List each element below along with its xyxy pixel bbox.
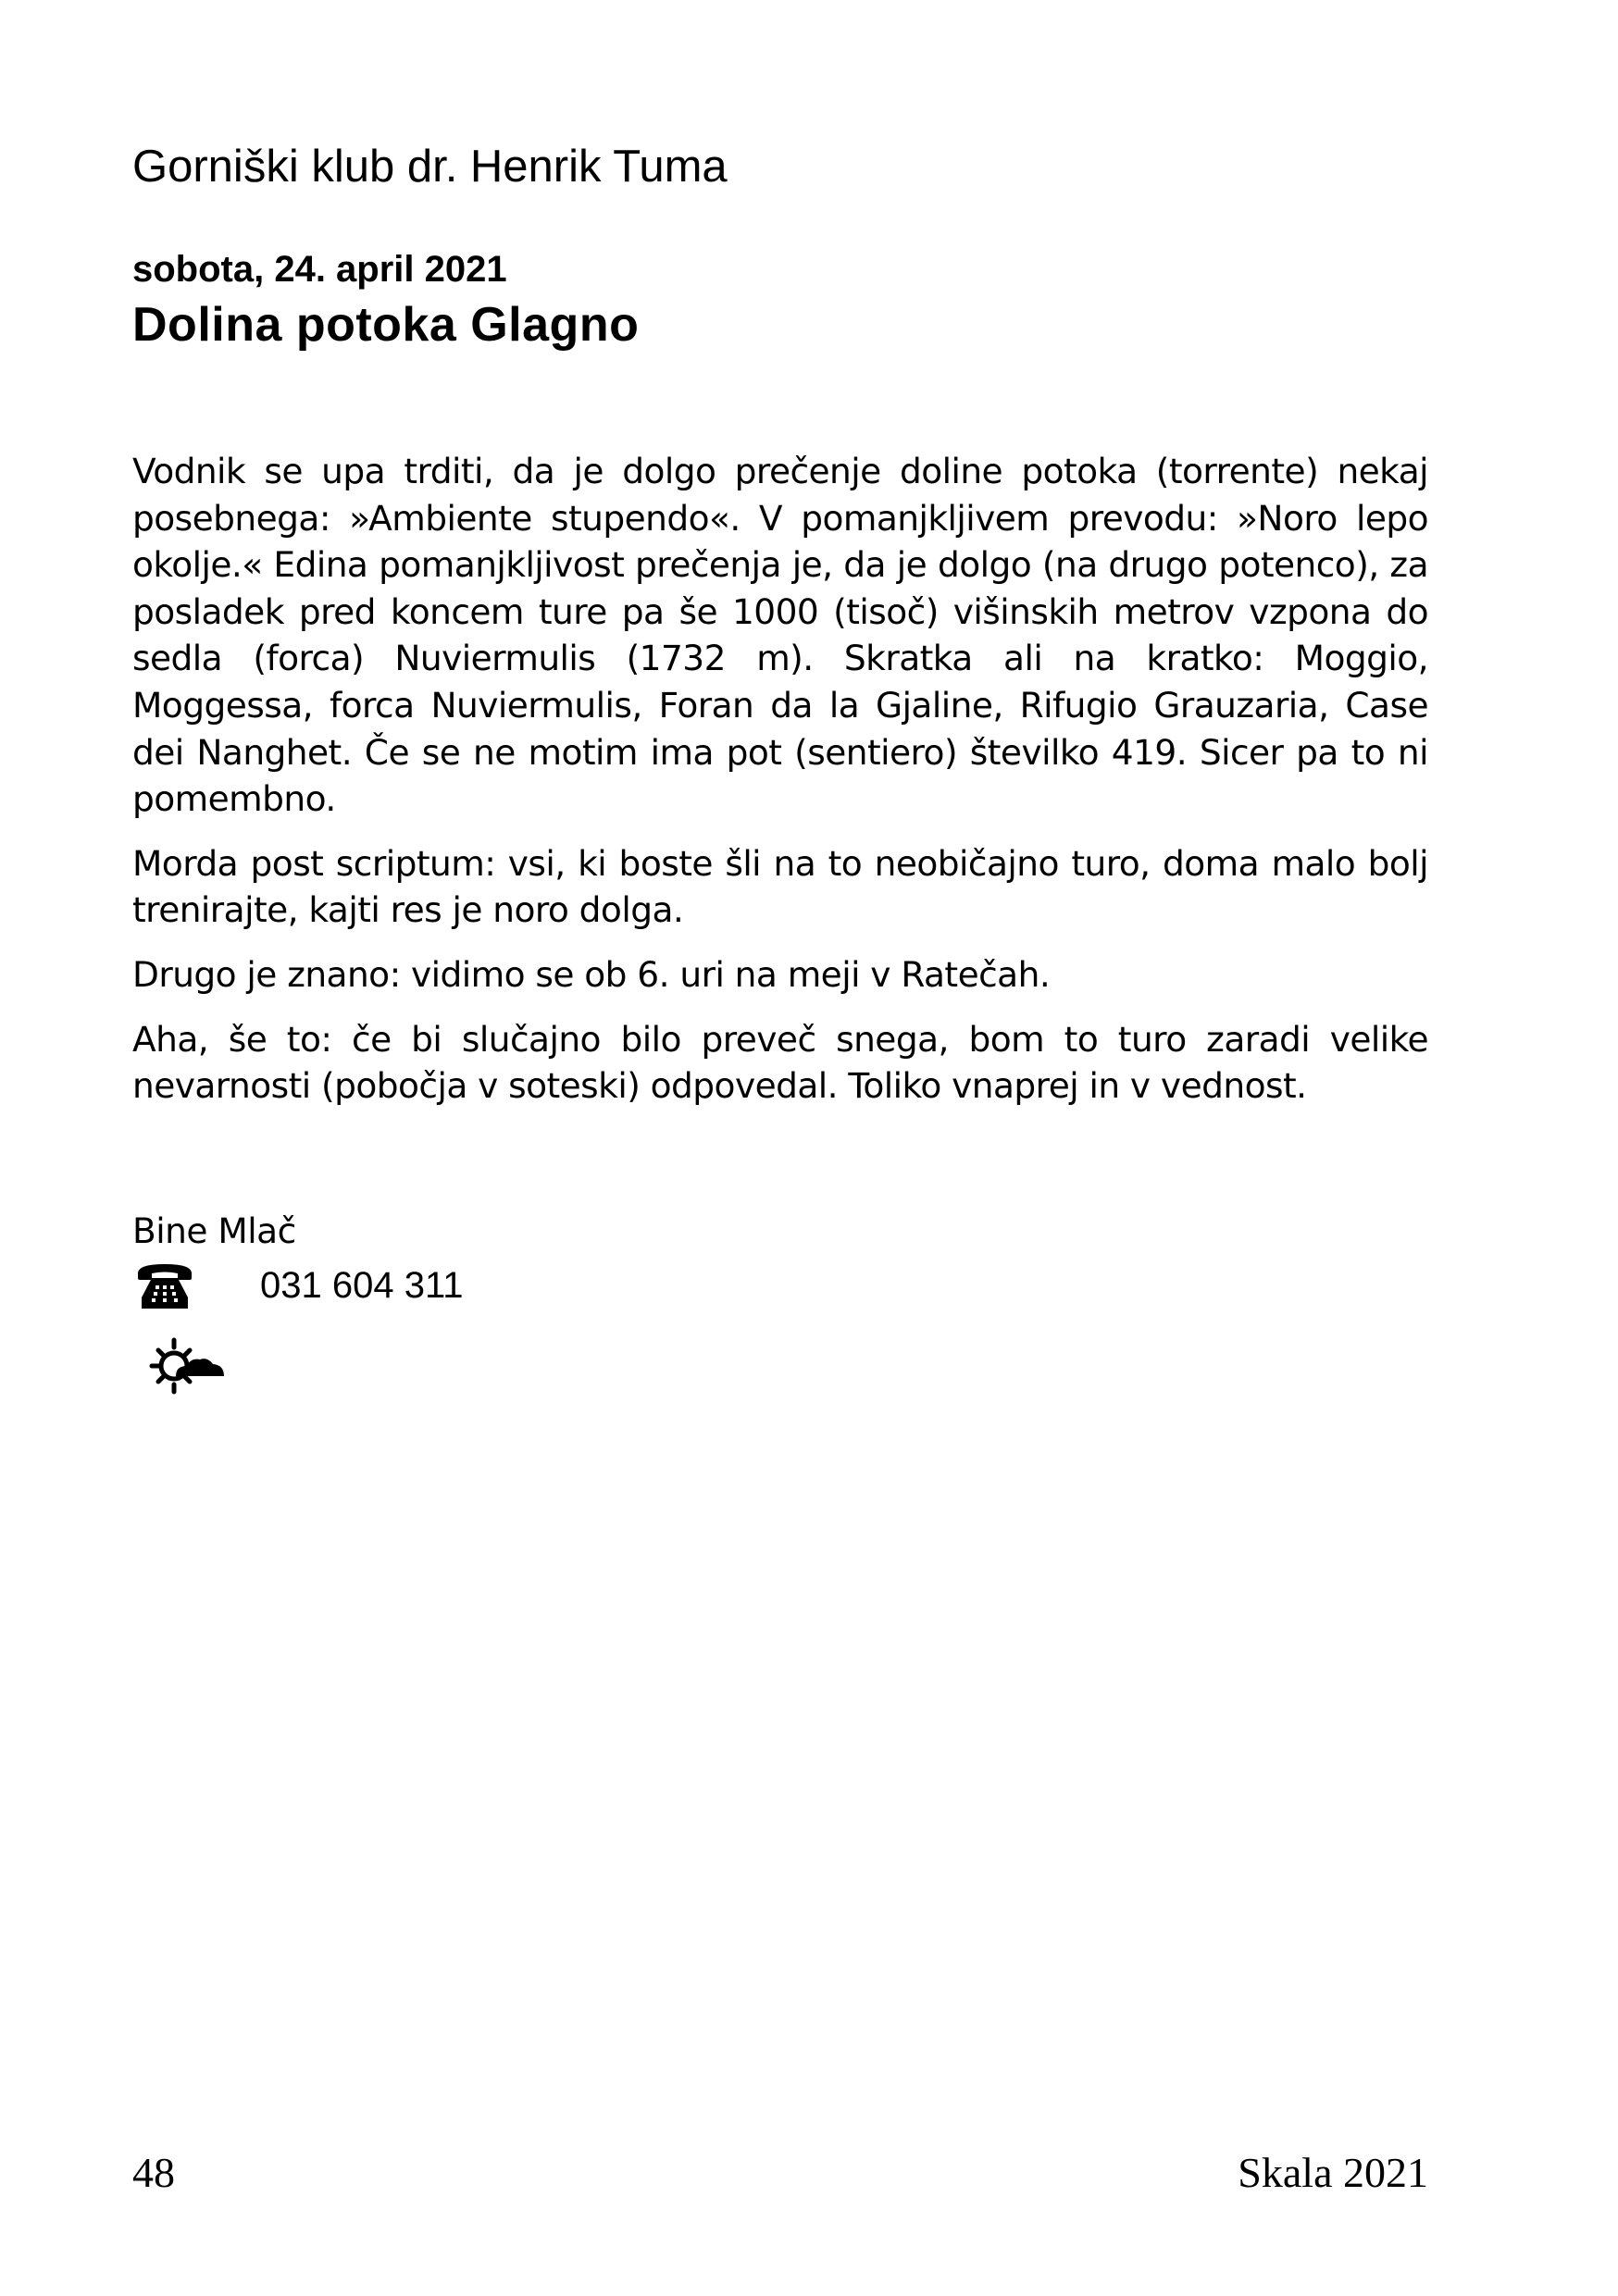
publication-title: Skala 2021	[1238, 2149, 1428, 2196]
description-paragraph: Drugo je znano: vidimo se ob 6. uri na meji v Ratečah.	[132, 953, 1051, 995]
guide-name: Bine Mlač	[132, 1210, 296, 1251]
event-date: sobota, 24. april 2021	[132, 249, 507, 290]
description-paragraph: Aha, še to: če bi slučajno bilo preveč snega, bom to turo zaradi velike nevarnosti (pobočja v soteski) odpovedal. Toliko vnaprej in v vednost.	[132, 1018, 1428, 1107]
description-paragraph: Vodnik se upa trditi, da je dolgo prečenje doline potoka (torrente) nekaj posebnega: »Ambiente stupendo«. V pomanjkljivem prevodu: »Noro lepo okolje.« Edina pomanjkljivost prečenja je, da je dolgo (na drugo potenco), za posladek pred koncem ture pa še 1000 (tisoč) višinskih metrov vzpona do sedla (forca) Nuviermulis (1732 m). Skratka ali na kratko: Moggio, Moggessa, forca Nuviermulis, Foran da la Gjaline, Rifugio Grauzaria, Case dei Nanghet. Če se ne motim ima pot (sentiero) številko 419. Sicer pa to ni pomembno.	[132, 451, 1428, 820]
phone-contact	[132, 1259, 780, 1314]
sun-behind-cloud-icon	[148, 1337, 228, 1395]
event-title: Dolina potoka Glagno	[132, 298, 640, 352]
page-number: 48	[132, 2149, 175, 2196]
club-header: Gorniški klub dr. Henrik Tuma	[132, 142, 728, 192]
description-paragraph: Morda post scriptum: vsi, ki boste šli na to neobičajno turo, doma malo bolj trenirajte, kajti res je noro dolga.	[132, 842, 1428, 931]
phone-number: 031 604 311	[260, 1265, 464, 1306]
event-description	[132, 448, 1428, 1127]
telephone-icon	[136, 1260, 193, 1310]
